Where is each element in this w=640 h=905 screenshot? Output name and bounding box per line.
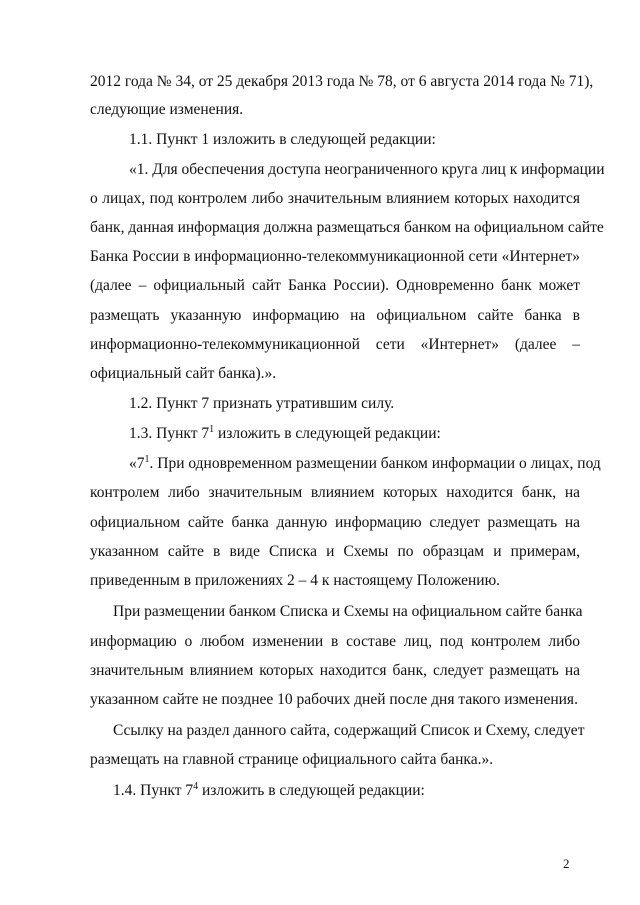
text-line: 2012 года № 34, от 25 декабря 2013 года № 78, от 6 августа 2014 года № 71), bbox=[90, 73, 594, 90]
text-line bbox=[129, 453, 601, 474]
superscript: 1 bbox=[209, 423, 215, 435]
text-fragment: 1.4. Пункт 7 bbox=[113, 782, 194, 799]
text-fragment: изложить в следующей редакции: bbox=[198, 782, 425, 799]
text-line: 1.2. Пункт 7 признать утратившим силу. bbox=[129, 395, 395, 412]
text-line: размещать на главной странице официального сайта банка.». bbox=[90, 751, 494, 768]
superscript: 1 bbox=[144, 453, 150, 465]
text-line: информационно-телекоммуникационной сети «Интернет» (далее – bbox=[90, 336, 580, 353]
text-line: следующие изменения. bbox=[90, 101, 244, 118]
text-line: официальном сайте банка данную информацию следует размещать на bbox=[90, 514, 580, 531]
text-line: Банка России в информационно-телекоммуникационной сети «Интернет» bbox=[90, 248, 580, 265]
text-fragment: «7 bbox=[129, 455, 145, 472]
text-line: указанном сайте в виде Списка и Схемы по образцам и примерам, bbox=[90, 543, 580, 560]
text-line: (далее – официальный сайт Банка России). Одновременно банк может bbox=[90, 277, 580, 294]
text-line: При размещении банком Списка и Схемы на официальном сайте банка bbox=[113, 603, 583, 620]
text-line: размещать указанную информацию на официальном сайте банка в bbox=[90, 307, 580, 324]
text-line: о лицах, под контролем либо значительным влиянием которых находится bbox=[90, 190, 580, 207]
text-line: значительным влиянием которых находится банк, следует размещать на bbox=[90, 662, 580, 679]
text-fragment: . При одновременном размещении банком информации о лицах, под bbox=[149, 455, 601, 472]
text-line: указанном сайте не позднее 10 рабочих дней после дня такого изменения. bbox=[90, 691, 578, 708]
text-line: контролем либо значительным влиянием которых находится банк, на bbox=[90, 484, 580, 501]
text-fragment: 1.3. Пункт 7 bbox=[129, 425, 210, 442]
text-line bbox=[129, 424, 580, 444]
text-line: Ссылку на раздел данного сайта, содержащий Список и Схему, следует bbox=[113, 722, 585, 739]
text-line: банк, данная информация должна размещаться банком на официальном сайте bbox=[90, 219, 604, 236]
text-fragment: изложить в следующей редакции: bbox=[214, 425, 441, 442]
text-line bbox=[113, 781, 580, 801]
page-number: 2 bbox=[563, 856, 570, 871]
text-line: 1.1. Пункт 1 изложить в следующей редакции: bbox=[129, 131, 436, 148]
text-line: «1. Для обеспечения доступа неограниченного круга лиц к информации bbox=[129, 161, 605, 178]
text-line: официальный сайт банка).». bbox=[90, 365, 277, 382]
superscript: 4 bbox=[193, 780, 199, 792]
text-line: информацию о любом изменении в составе лиц, под контролем либо bbox=[90, 633, 580, 650]
text-line: приведенным в приложениях 2 – 4 к настоящему Положению. bbox=[90, 572, 501, 589]
